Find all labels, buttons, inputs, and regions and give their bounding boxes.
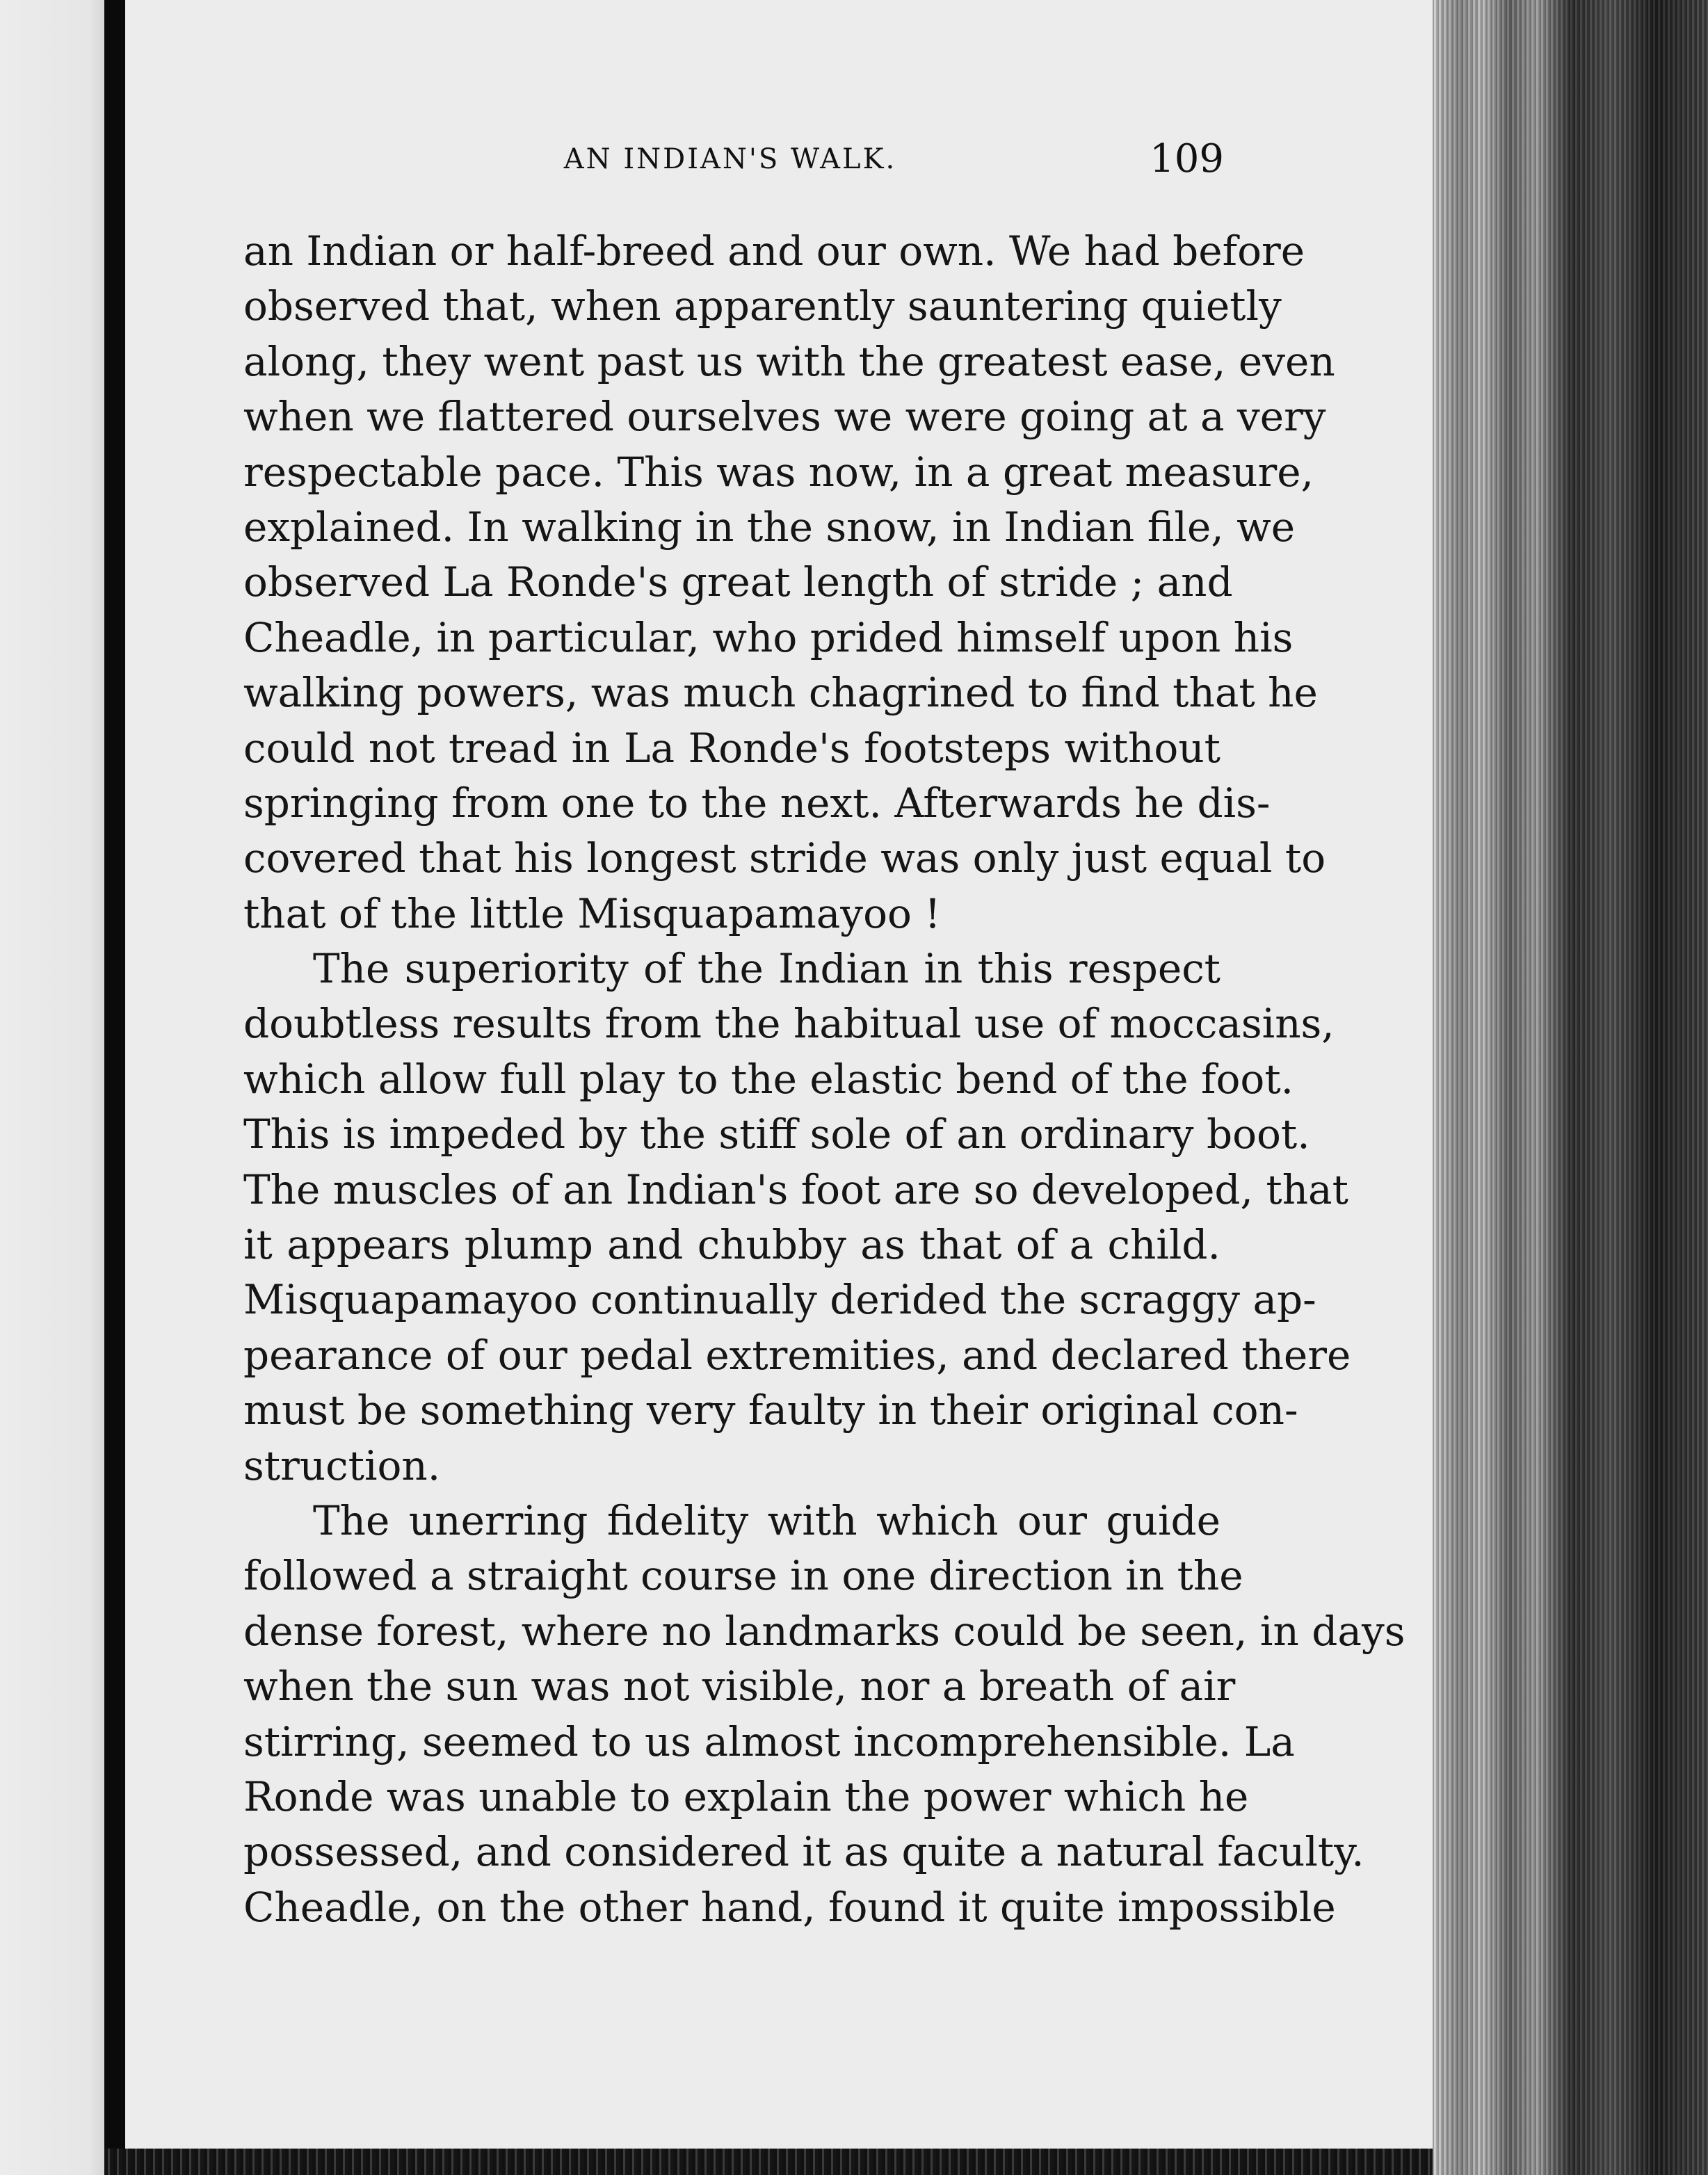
text-line: springing from one to the next. Afterwards he dis- <box>243 779 1271 827</box>
text-line: Ronde was unable to explain the power which he <box>243 1772 1249 1820</box>
text-line: Cheadle, on the other hand, found it quite impossible <box>243 1883 1336 1931</box>
text-line: which allow full play to the elastic bend of the foot. <box>243 1055 1294 1103</box>
text-line: dense forest, where no landmarks could be seen, in days <box>243 1607 1405 1655</box>
text-line: walking powers, was much chagrined to find that he <box>243 669 1318 717</box>
text-line: along, they went past us with the greatest ease, even <box>243 337 1335 385</box>
text-line: observed that, when apparently sauntering quietly <box>243 282 1282 330</box>
text-line: This is impeded by the stiff sole of an ordinary boot. <box>243 1110 1310 1158</box>
text-line: when the sun was not visible, nor a breath of air <box>243 1663 1236 1711</box>
running-title: AN INDIAN'S WALK. <box>563 143 897 175</box>
book-gutter <box>104 0 125 2175</box>
book-fore-edge-texture <box>1433 0 1708 2175</box>
paragraph-start-line: The unerring fidelity with which our guide <box>313 1496 1220 1544</box>
body-text <box>243 224 1405 1935</box>
text-line: must be something very faulty in their original con- <box>243 1386 1298 1434</box>
page-number: 109 <box>1150 136 1224 181</box>
text-line: explained. In walking in the snow, in Indian file, we <box>243 503 1296 551</box>
text-line: observed La Ronde's great length of stride ; and <box>243 558 1233 606</box>
text-line: respectable pace. This was now, in a great measure, <box>243 448 1314 496</box>
text-line: Misquapamayoo continually derided the scraggy ap- <box>243 1276 1316 1324</box>
text-line: covered that his longest stride was only just equal to <box>243 834 1326 882</box>
text-line: possessed, and considered it as quite a natural faculty. <box>243 1828 1364 1876</box>
text-line: stirring, seemed to us almost incomprehensible. La <box>243 1717 1295 1765</box>
page-bottom-edge <box>104 2149 1495 2175</box>
text-line: followed a straight course in one direction in the <box>243 1552 1243 1600</box>
text-line: when we flattered ourselves we were going at a very <box>243 393 1326 441</box>
text-line: struction. <box>243 1441 441 1489</box>
text-line: that of the little Misquapamayoo ! <box>243 889 941 937</box>
text-line: The muscles of an Indian's foot are so developed, that <box>243 1165 1348 1213</box>
text-line: an Indian or half-breed and our own. We had before <box>243 227 1305 275</box>
paragraph-start-line: The superiority of the Indian in this respect <box>313 945 1220 993</box>
text-line: Cheadle, in particular, who prided himself upon his <box>243 613 1294 661</box>
text-line: pearance of our pedal extremities, and declared there <box>243 1331 1351 1379</box>
left-page-edge <box>0 0 111 2175</box>
text-line: doubtless results from the habitual use of moccasins, <box>243 1000 1335 1048</box>
text-line: could not tread in La Ronde's footsteps without <box>243 724 1220 772</box>
text-line: it appears plump and chubby as that of a child. <box>243 1221 1220 1269</box>
